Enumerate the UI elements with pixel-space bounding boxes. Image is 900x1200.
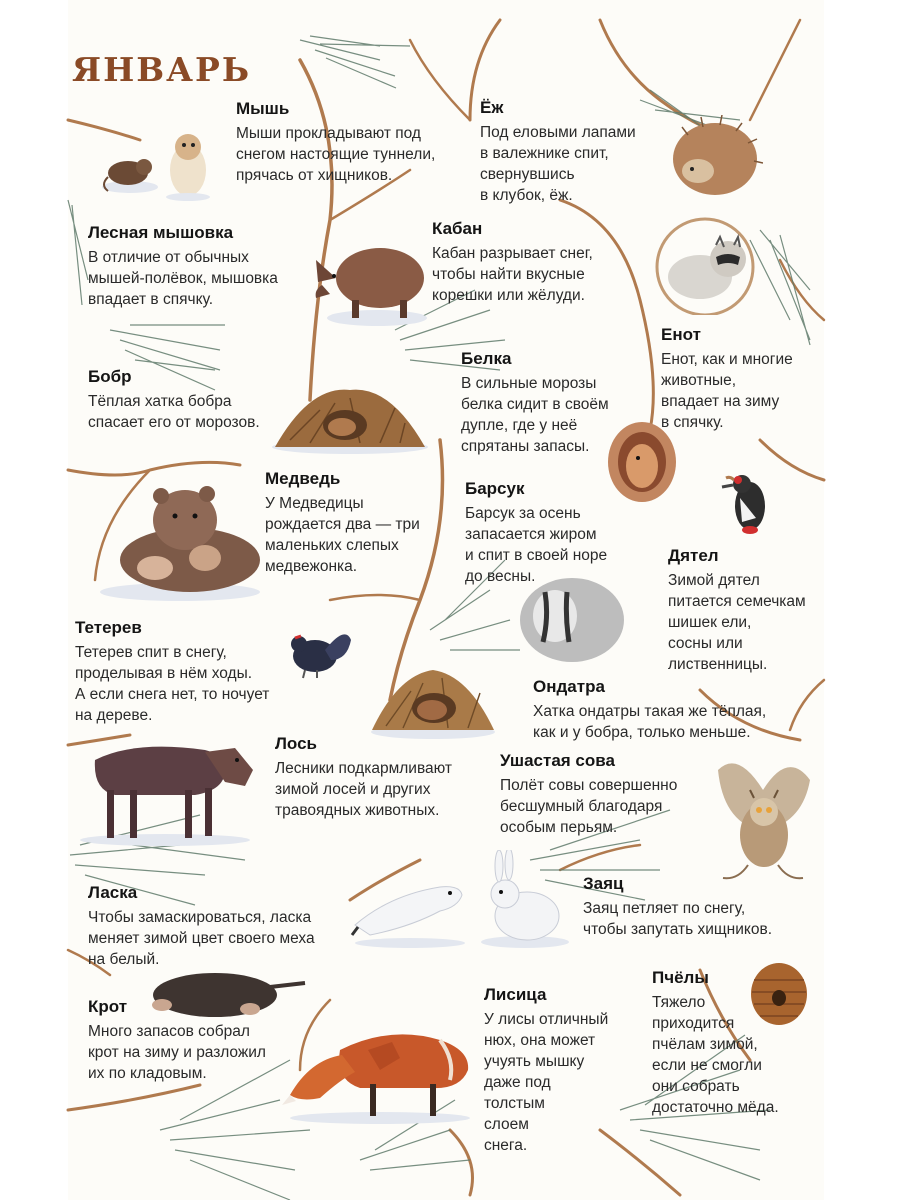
entry-hedgehog-text: Под еловыми лапами в валежнике спит, свернувшись в клубок, ёж. <box>480 124 636 204</box>
entry-hare <box>583 873 808 940</box>
entry-mole-text: Много запасов собрал крот на зиму и разложил их по кладовым. <box>88 1023 266 1082</box>
entry-grouse <box>75 617 295 726</box>
entry-raccoon-name: Енот <box>661 325 701 344</box>
entry-woodpecker <box>668 545 823 675</box>
entry-moose <box>275 733 485 821</box>
entry-boar-text: Кабан разрывает снег, чтобы найти вкусные корешки или жёлуди. <box>432 245 593 304</box>
entry-beaver-text: Тёплая хатка бобра спасает его от морозов. <box>88 393 260 431</box>
entry-birch-mouse-name: Лесная мышовка <box>88 223 234 242</box>
entry-muskrat-text: Хатка ондатры такая же тёплая, как и у бобра, только меньше. <box>533 703 767 741</box>
moose-illustration <box>75 730 265 850</box>
entry-fox-text: У лисы отличный нюх, она может учуять мышку даже под толстым слоем снега. <box>484 1011 609 1154</box>
bear-illustration <box>95 480 265 605</box>
entry-mouse-text: Мыши прокладывают под снегом настоящие туннели, прячась от хищников. <box>236 125 436 184</box>
entry-beaver <box>88 366 288 433</box>
muskrat-lodge-illustration <box>368 660 498 740</box>
entry-grouse-name: Тетерев <box>75 618 142 637</box>
entry-birch-mouse-text: В отличие от обычных мышей-полёвок, мышовка впадает в спячку. <box>88 249 278 308</box>
entry-bees <box>652 967 802 1118</box>
entry-squirrel-text: В сильные морозы белка сидит в своём дупле, где у неё спрятаны запасы. <box>461 375 609 455</box>
entry-woodpecker-name: Дятел <box>668 546 719 565</box>
entry-boar <box>432 218 622 306</box>
fox-illustration <box>280 1010 480 1125</box>
entry-squirrel-name: Белка <box>461 349 512 368</box>
entry-weasel <box>88 882 358 970</box>
entry-birch-mouse <box>88 222 308 310</box>
entry-moose-text: Лесники подкармливают зимой лосей и других травоядных животных. <box>275 760 453 819</box>
entry-grouse-text: Тетерев спит в снегу, проделывая в нём ходы. А если снега нет, то ночует на дереве. <box>75 644 270 724</box>
entry-owl-text: Полёт совы совершенно бесшумный благодаря особым перьям. <box>500 777 678 836</box>
entry-raccoon <box>661 324 821 433</box>
entry-bees-name: Пчёлы <box>652 968 709 987</box>
owl-illustration <box>708 750 818 885</box>
entry-mouse-name: Мышь <box>236 99 290 118</box>
entry-woodpecker-text: Зимой дятел питается семечкам шишек ели, сосны или лиственницы. <box>668 572 806 673</box>
entry-muskrat-name: Ондатра <box>533 677 605 696</box>
entry-hedgehog-name: Ёж <box>480 98 504 117</box>
entry-moose-name: Лось <box>275 734 317 753</box>
entry-mouse <box>236 98 476 186</box>
entry-hedgehog <box>480 97 665 206</box>
weasel-illustration <box>350 865 470 950</box>
entry-bees-text: Тяжело приходится пчёлам зимой, если не смогли они собрать достаточно мёда. <box>652 994 779 1116</box>
entry-beaver-name: Бобр <box>88 367 132 386</box>
entry-hare-name: Заяц <box>583 874 624 893</box>
entry-boar-name: Кабан <box>432 219 483 238</box>
hedgehog-illustration <box>668 115 763 200</box>
entry-fox-name: Лисица <box>484 985 547 1004</box>
beaver-lodge-illustration <box>270 385 430 455</box>
entry-raccoon-text: Енот, как и многие животные, впадает на зиму в спячку. <box>661 351 793 431</box>
entry-bear <box>265 468 445 577</box>
entry-badger-name: Барсук <box>465 479 525 498</box>
entry-weasel-text: Чтобы замаскироваться, ласка меняет зимой цвет своего меха на белый. <box>88 909 315 968</box>
entry-owl <box>500 750 710 838</box>
boar-illustration <box>312 230 427 330</box>
entry-squirrel <box>461 348 646 457</box>
raccoon-illustration <box>650 215 760 315</box>
entry-hare-text: Заяц петляет по снегу, чтобы запутать хищников. <box>583 900 772 938</box>
entry-badger <box>465 478 640 587</box>
entry-bear-name: Медведь <box>265 469 341 488</box>
mouse-illustration <box>100 125 220 205</box>
grouse-illustration <box>285 620 355 680</box>
entry-fox <box>484 984 634 1156</box>
woodpecker-illustration <box>720 468 785 543</box>
page-title: ЯНВАРЬ <box>72 50 252 89</box>
entry-bear-text: У Медведицы рождается два — три маленьких слепых медвежонка. <box>265 495 420 575</box>
entry-weasel-name: Ласка <box>88 883 138 902</box>
entry-mole-name: Крот <box>88 997 128 1016</box>
entry-mole <box>88 996 303 1084</box>
entry-muskrat <box>533 676 808 743</box>
entry-owl-name: Ушастая сова <box>500 751 615 770</box>
entry-badger-text: Барсук за осень запасается жиром и спит в своей норе до весны. <box>465 505 608 585</box>
hare-illustration <box>475 850 570 950</box>
